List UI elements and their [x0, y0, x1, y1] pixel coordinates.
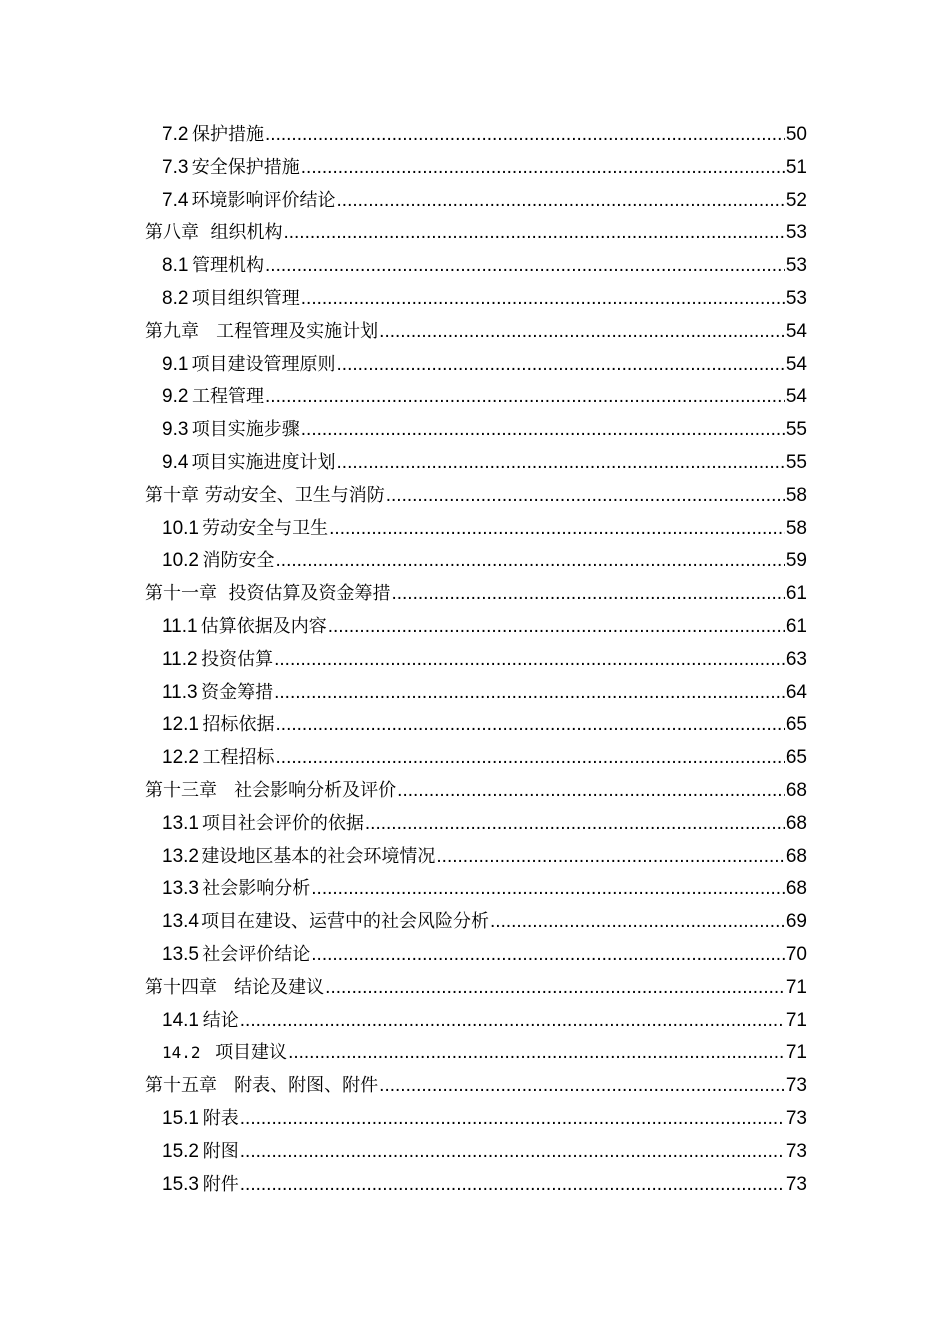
toc-section-entry[interactable]	[145, 414, 807, 447]
toc-chapter-entry[interactable]	[145, 775, 807, 808]
toc-entry-page-number: 53	[785, 287, 807, 309]
toc-entry-page-number: 51	[785, 156, 807, 178]
toc-entry-page-number: 73	[785, 1107, 807, 1129]
toc-entry-number: 7.4	[162, 189, 189, 211]
toc-entry-page-number: 50	[785, 124, 807, 145]
toc-entry-title: 附件	[202, 1173, 239, 1195]
toc-section-entry[interactable]	[145, 808, 807, 841]
toc-entry-number: 14.2	[162, 1043, 201, 1063]
toc-entry-page-number: 61	[785, 615, 807, 637]
toc-section-entry[interactable]	[145, 873, 807, 906]
toc-section-entry[interactable]	[145, 250, 807, 283]
toc-entry-title: 附表	[202, 1107, 239, 1129]
toc-entry-number: 13.2	[162, 845, 199, 867]
toc-entry-page-number: 71	[785, 1009, 807, 1031]
toc-dot-leader	[386, 480, 785, 513]
toc-entry-title: 招标依据	[202, 714, 275, 736]
toc-dot-leader	[325, 972, 785, 1005]
toc-entry-title: 工程管理	[192, 386, 265, 408]
toc-entry-title: 工程招标	[202, 747, 275, 769]
toc-entry-page-number: 54	[785, 353, 807, 375]
toc-entry-page-number: 53	[785, 255, 807, 277]
toc-section-entry[interactable]	[145, 513, 807, 546]
toc-entry-title: 项目在建设、运营中的社会风险分析	[201, 911, 490, 933]
toc-entry-page-number: 55	[785, 451, 807, 473]
toc-entry-title: 劳动安全与卫生	[202, 517, 329, 539]
toc-section-entry[interactable]	[145, 1169, 807, 1202]
toc-entry-page-number: 73	[785, 1140, 807, 1162]
toc-entry-title: 结论	[202, 1009, 239, 1031]
toc-dot-leader	[240, 1005, 785, 1038]
toc-entry-title: 保护措施	[192, 124, 265, 145]
table-of-contents	[145, 119, 807, 1201]
toc-entry-page-number: 52	[785, 189, 807, 211]
toc-dot-leader	[240, 1103, 785, 1136]
toc-dot-leader	[379, 316, 785, 349]
toc-entry-number: 9.1	[162, 353, 189, 375]
toc-entry-number: 11.3	[162, 681, 198, 703]
toc-dot-leader	[311, 939, 785, 972]
toc-entry-page-number: 70	[785, 943, 807, 965]
toc-dot-leader	[379, 1070, 785, 1103]
toc-chapter-entry[interactable]	[145, 578, 807, 611]
toc-entry-page-number: 68	[785, 779, 807, 801]
toc-dot-leader	[436, 841, 784, 874]
toc-entry-page-number: 71	[785, 1042, 807, 1064]
toc-section-entry[interactable]	[145, 185, 807, 218]
toc-entry-title: 环境影响评价结论	[191, 189, 336, 211]
toc-entry-title: 社会评价结论	[202, 943, 311, 965]
toc-dot-leader	[301, 152, 785, 185]
toc-entry-number: 13.4	[162, 911, 199, 933]
toc-chapter-entry[interactable]	[145, 316, 807, 349]
toc-entry-number: 9.4	[162, 451, 189, 473]
toc-entry-number: 12.2	[162, 747, 199, 769]
toc-entry-title: 第十章 劳动安全、卫生与消防	[145, 484, 385, 506]
toc-entry-title: 安全保护措施	[191, 156, 300, 178]
toc-dot-leader	[490, 906, 785, 939]
toc-dot-leader	[301, 414, 785, 447]
toc-entry-number: 10.2	[162, 550, 199, 572]
toc-dot-leader	[274, 677, 785, 710]
toc-dot-leader	[240, 1169, 785, 1202]
toc-section-entry[interactable]	[145, 611, 807, 644]
toc-dot-leader	[274, 644, 785, 677]
toc-section-entry[interactable]	[145, 939, 807, 972]
toc-entry-page-number: 68	[785, 812, 807, 834]
toc-entry-number: 11.2	[162, 648, 198, 670]
toc-entry-page-number: 58	[785, 484, 807, 506]
toc-entry-page-number: 68	[785, 878, 807, 900]
toc-entry-page-number: 58	[785, 517, 807, 539]
toc-dot-leader	[337, 185, 785, 218]
toc-section-entry[interactable]	[145, 381, 807, 414]
toc-section-entry[interactable]	[145, 349, 807, 382]
toc-entry-number: 12.1	[162, 714, 199, 736]
toc-section-entry[interactable]	[145, 152, 807, 185]
toc-entry-page-number: 64	[785, 681, 807, 703]
toc-entry-page-number: 65	[785, 714, 807, 736]
toc-chapter-entry[interactable]	[145, 217, 807, 250]
toc-entry-number: 7.2	[162, 124, 189, 145]
toc-entry-title: 第十四章 结论及建议	[145, 976, 325, 998]
toc-entry-page-number: 73	[785, 1075, 807, 1097]
toc-dot-leader	[337, 447, 785, 480]
toc-entry-title: 第十三章 社会影响分析及评价	[145, 779, 397, 801]
toc-entry-title: 项目实施步骤	[191, 419, 300, 441]
toc-dot-leader	[397, 775, 785, 808]
toc-section-entry[interactable]	[145, 1136, 807, 1169]
toc-entry-number: 14.1	[162, 1009, 199, 1031]
toc-entry-page-number: 73	[785, 1173, 807, 1195]
toc-entry-number: 9.3	[162, 419, 189, 441]
toc-entry-title: 第十一章 投资估算及资金筹措	[145, 583, 391, 605]
toc-entry-number: 15.2	[162, 1140, 199, 1162]
toc-dot-leader	[240, 1136, 785, 1169]
toc-dot-leader	[311, 873, 785, 906]
toc-dot-leader	[328, 611, 785, 644]
toc-section-entry[interactable]	[145, 906, 807, 939]
toc-entry-title: 社会影响分析	[202, 878, 311, 900]
toc-entry-number: 13.5	[162, 943, 199, 965]
toc-entry-page-number: 63	[785, 648, 807, 670]
toc-entry-title: 投资估算	[201, 648, 274, 670]
toc-dot-leader	[329, 513, 785, 546]
toc-section-entry[interactable]	[145, 1037, 807, 1070]
toc-section-entry[interactable]	[145, 709, 807, 742]
toc-section-entry[interactable]	[145, 283, 807, 316]
toc-entry-page-number: 71	[785, 976, 807, 998]
toc-entry-title: 项目实施进度计划	[191, 451, 336, 473]
toc-entry-page-number: 59	[785, 550, 807, 572]
toc-section-entry[interactable]	[145, 1005, 807, 1038]
toc-entry-title: 资金筹措	[201, 681, 274, 703]
toc-dot-leader	[276, 742, 785, 775]
toc-entry-number: 10.1	[162, 517, 199, 539]
toc-section-entry[interactable]	[145, 545, 807, 578]
toc-entry-page-number: 54	[785, 386, 807, 408]
toc-section-entry[interactable]	[145, 742, 807, 775]
toc-entry-page-number: 55	[785, 419, 807, 441]
toc-entry-number: 13.1	[162, 812, 199, 834]
toc-entry-page-number: 68	[785, 845, 807, 867]
toc-chapter-entry[interactable]	[145, 480, 807, 513]
toc-dot-leader	[288, 1037, 785, 1070]
toc-entry-number: 8.1	[162, 255, 189, 277]
toc-dot-leader	[276, 709, 785, 742]
toc-entry-number: 7.3	[162, 156, 189, 178]
toc-dot-leader	[265, 250, 785, 283]
toc-section-entry[interactable]	[145, 841, 807, 874]
toc-entry-page-number: 54	[785, 320, 807, 342]
toc-entry-number: 15.3	[162, 1173, 199, 1195]
toc-entry-title: 项目建议	[215, 1042, 288, 1064]
toc-dot-leader	[391, 578, 784, 611]
toc-entry-title: 项目组织管理	[191, 287, 300, 309]
toc-entry-page-number: 69	[785, 911, 807, 933]
toc-entry-title: 项目社会评价的依据	[201, 812, 364, 834]
toc-entry-title: 建设地区基本的社会环境情况	[201, 845, 436, 867]
toc-dot-leader	[365, 808, 785, 841]
toc-entry-page-number: 61	[785, 583, 807, 605]
toc-entry-number: 13.3	[162, 878, 199, 900]
toc-entry-title: 第十五章 附表、附图、附件	[145, 1075, 379, 1097]
toc-chapter-entry[interactable]	[145, 1070, 807, 1103]
toc-dot-leader	[276, 545, 785, 578]
toc-entry-title: 附图	[202, 1140, 239, 1162]
toc-section-entry[interactable]	[145, 119, 807, 152]
toc-entry-title: 估算依据及内容	[200, 615, 327, 637]
toc-chapter-entry[interactable]	[145, 972, 807, 1005]
toc-dot-leader	[283, 217, 784, 250]
toc-entry-number: 8.2	[162, 287, 189, 309]
toc-dot-leader	[265, 381, 785, 414]
toc-entry-number: 15.1	[162, 1107, 199, 1129]
toc-dot-leader	[301, 283, 785, 316]
toc-entry-page-number: 65	[785, 747, 807, 769]
toc-section-entry[interactable]	[145, 447, 807, 480]
toc-entry-number: 9.2	[162, 386, 189, 408]
toc-dot-leader	[265, 119, 785, 152]
toc-entry-title: 项目建设管理原则	[191, 353, 336, 375]
toc-section-entry[interactable]	[145, 644, 807, 677]
toc-entry-title: 管理机构	[192, 255, 265, 277]
toc-entry-page-number: 53	[785, 222, 807, 244]
toc-entry-title: 第八章 组织机构	[145, 222, 283, 244]
toc-dot-leader	[337, 349, 785, 382]
toc-entry-title: 第九章 工程管理及实施计划	[145, 320, 379, 342]
toc-section-entry[interactable]	[145, 677, 807, 710]
toc-entry-number: 11.1	[162, 615, 198, 637]
toc-section-entry[interactable]	[145, 1103, 807, 1136]
toc-entry-title: 消防安全	[202, 550, 275, 572]
